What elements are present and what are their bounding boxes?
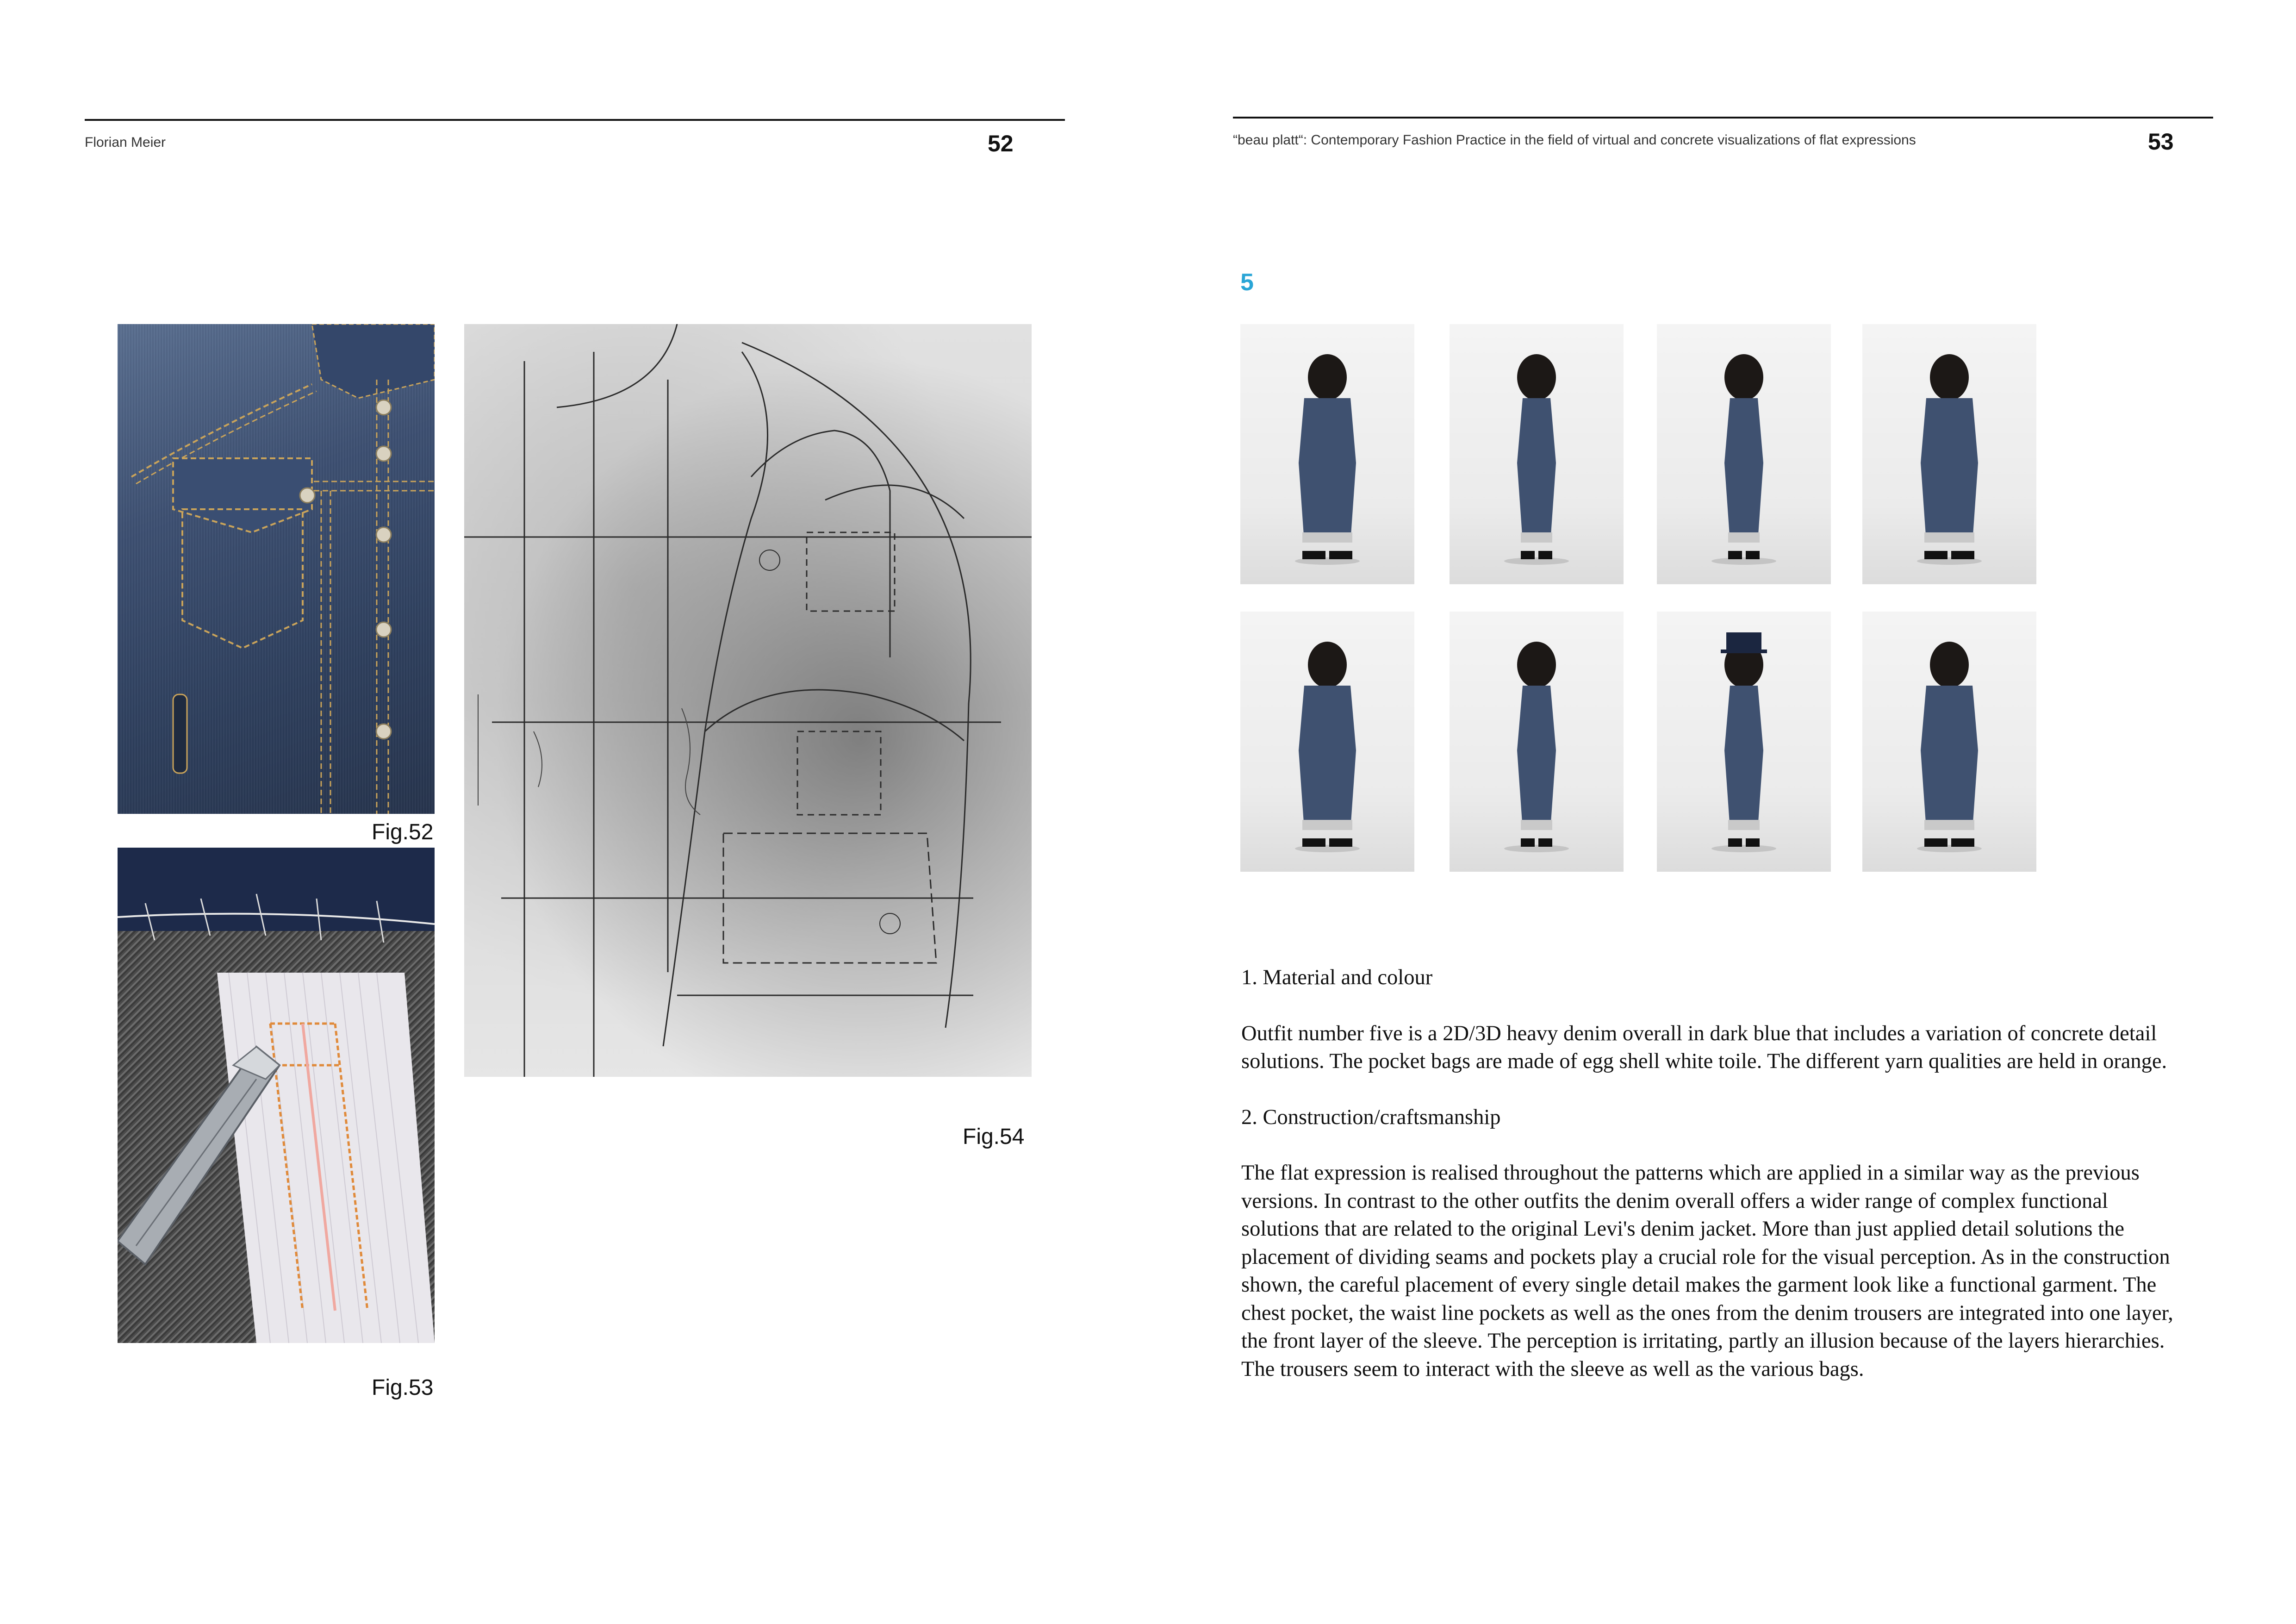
- floor-shadow: [1504, 557, 1569, 565]
- right-header-rule: [1233, 117, 2213, 119]
- fig54-caption: Fig.54: [963, 1124, 1025, 1149]
- denim-overall: [1921, 398, 1978, 542]
- outfit-photo-4: [1862, 324, 2036, 584]
- pattern-draft-illustration: [464, 324, 1032, 1077]
- outfit-photo-5: [1240, 612, 1414, 872]
- figure-silhouette: [1240, 612, 1414, 872]
- article-body: [1241, 964, 2176, 1383]
- hair: [1308, 354, 1347, 400]
- section-number: 5: [1240, 269, 1254, 296]
- outfit-photo-3: [1657, 324, 1831, 584]
- hair: [1517, 642, 1556, 688]
- floor-shadow: [1917, 557, 1982, 565]
- right-page-number: 53: [2148, 129, 2174, 155]
- figure-silhouette: [1657, 324, 1831, 584]
- hair: [1930, 354, 1969, 400]
- denim-overall: [1517, 398, 1556, 542]
- heading-material-colour: 1. Material and colour: [1241, 966, 1433, 989]
- denim-overall: [1921, 686, 1978, 829]
- denim-overall: [1724, 686, 1763, 829]
- left-page-number: 52: [988, 131, 1014, 156]
- figure-silhouette: [1862, 324, 2036, 584]
- floor-shadow: [1711, 845, 1776, 852]
- hair: [1308, 642, 1347, 688]
- denim-overall: [1724, 398, 1763, 542]
- figure-silhouette: [1450, 612, 1624, 872]
- figure-silhouette: [1657, 612, 1831, 872]
- left-header-rule: [85, 119, 1065, 121]
- rolled-cuffs: [1728, 532, 1760, 543]
- fig53-caption: Fig.53: [372, 1375, 434, 1400]
- figure-silhouette: [1450, 324, 1624, 584]
- denim-overall: [1517, 686, 1556, 829]
- hat-brim: [1721, 650, 1767, 653]
- rolled-cuffs: [1302, 532, 1352, 543]
- outfit-photo-6: [1450, 612, 1624, 872]
- paragraph-construction: The flat expression is realised throughout the patterns which are applied in a similar way as the previous versions. In contrast to the other outfits the denim overall offers a wider range of complex functional solutions that are related to the original Levi's denim jacket. More than just applied detail solutions the placement of dividing seams and pockets play a crucial role for the visual perception. As in the construction shown, the careful placement of every single detail makes the garment look like a functional garment. The chest pocket, the waist line pockets as well as the ones from the denim trousers are integrated into one layer, the front layer of the sleeve. The perception is irritating, partly an illusion because of the layers hierarchies. The trousers seem to interact with the sleeve as well as the various bags.: [1241, 1161, 2173, 1381]
- floor-shadow: [1295, 557, 1360, 565]
- floor-shadow: [1917, 845, 1982, 852]
- denim-overall: [1299, 686, 1356, 829]
- rolled-cuffs: [1924, 820, 1974, 830]
- author-name: Florian Meier: [85, 135, 166, 150]
- floor-shadow: [1711, 557, 1776, 565]
- hair: [1930, 642, 1969, 688]
- rolled-cuffs: [1728, 820, 1760, 830]
- figure-silhouette: [1862, 612, 2036, 872]
- figure-silhouette: [1240, 324, 1414, 584]
- fig52-jacket-photo: [118, 324, 435, 814]
- fig52-caption: Fig.52: [372, 820, 434, 844]
- stitching-detail-illustration: [118, 848, 435, 1343]
- jacket-detail-illustration: [118, 324, 435, 814]
- rolled-cuffs: [1302, 820, 1352, 830]
- floor-shadow: [1295, 845, 1360, 852]
- rolled-cuffs: [1521, 532, 1552, 543]
- outfit-photo-8: [1862, 612, 2036, 872]
- outfit-photo-2: [1450, 324, 1624, 584]
- hair: [1724, 354, 1763, 400]
- paragraph-material-colour: Outfit number five is a 2D/3D heavy denim overall in dark blue that includes a variation of concrete detail solutions. The pocket bags are made of egg shell white toile. The different yarn qualities are held in orange.: [1241, 1021, 2167, 1073]
- outfit-photo-7: [1657, 612, 1831, 872]
- fig53-stitching-photo: [118, 848, 435, 1343]
- rolled-cuffs: [1924, 532, 1974, 543]
- hair: [1517, 354, 1556, 400]
- floor-shadow: [1504, 845, 1569, 852]
- fig54-pattern-draft-photo: [464, 324, 1032, 1077]
- hat: [1726, 632, 1761, 651]
- heading-construction: 2. Construction/craftsmanship: [1241, 1105, 1501, 1129]
- outfit-photo-1: [1240, 324, 1414, 584]
- denim-overall: [1299, 398, 1356, 542]
- rolled-cuffs: [1521, 820, 1552, 830]
- running-title: “beau platt“: Contemporary Fashion Practice in the field of virtual and concrete visualizations of flat expressions: [1233, 132, 1916, 148]
